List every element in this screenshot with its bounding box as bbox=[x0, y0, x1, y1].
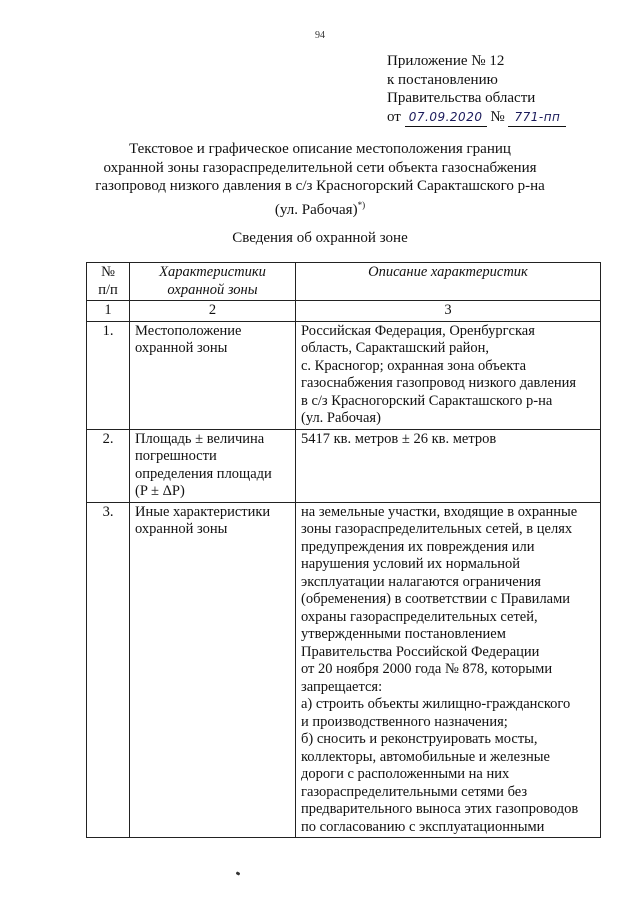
header-description: Описание характеристик bbox=[296, 263, 601, 301]
row-number: 1. bbox=[87, 321, 130, 429]
title-street: (ул. Рабочая) bbox=[274, 201, 358, 218]
header-num: № п/п bbox=[87, 263, 130, 301]
title-line-3: газопровод низкого давления в с/з Красногорский Саракташского р-на bbox=[95, 178, 545, 194]
row-characteristic: Иные характеристики охранной зоны bbox=[130, 502, 296, 838]
number-label: № bbox=[490, 108, 505, 125]
row-number: 3. bbox=[87, 502, 130, 838]
row-description: на земельные участки, входящие в охранные зоны газораспределительных сетей, в целях предупреждения их повреждения или нарушения условий их нормальной эксплуатации налагаются ограничения (обременения) в соответствии с Правилами охраны газораспределительных сетей, утвержденными постановлением Правительства Российской Федерации от 20 ноября 2000 года № 878, которыми запрещается: а) строить объекты жилищно-гражданского и производственного назначения; б) сносить и реконструировать мосты, коллекторы, автомобильные и железные дороги с расположенными на них газораспределительными сетями без предварительного выноса этих газопроводов по согласованию с эксплуатационными bbox=[296, 502, 601, 838]
appendix-block bbox=[387, 52, 566, 127]
col-number-1: 1 bbox=[87, 301, 130, 322]
title-line-1: Текстовое и графическое описание местоположения границ bbox=[129, 141, 511, 157]
row-number: 2. bbox=[87, 429, 130, 502]
table-row bbox=[87, 502, 601, 838]
title-line-4 bbox=[0, 196, 640, 220]
row-description: Российская Федерация, Оренбургская область, Саракташский район, с. Красногор; охранная зона объекта газоснабжения газопровод низкого давления в с/з Красногорский Саракташского р-на (ул. Рабочая) bbox=[296, 321, 601, 429]
table-row bbox=[87, 321, 601, 429]
page-number: 94 bbox=[315, 30, 325, 41]
handwritten-number: 771-пп bbox=[508, 108, 566, 128]
zone-info-table bbox=[86, 262, 601, 838]
scan-mark bbox=[236, 871, 241, 876]
document-title bbox=[0, 140, 640, 219]
row-characteristic: Площадь ± величина погрешности определения площади (P ± ΔP) bbox=[130, 429, 296, 502]
table-row bbox=[87, 429, 601, 502]
appendix-resolution: к постановлению bbox=[387, 71, 498, 88]
appendix-date-line bbox=[387, 108, 566, 128]
footnote-mark: *) bbox=[357, 199, 366, 210]
row-characteristic: Местоположение охранной зоны bbox=[130, 321, 296, 429]
table-column-numbers-row bbox=[87, 301, 601, 322]
header-characteristic: Характеристики охранной зоны bbox=[130, 263, 296, 301]
col-number-2: 2 bbox=[130, 301, 296, 322]
title-line-2: охранной зоны газораспределительной сети объекта газоснабжения bbox=[103, 159, 537, 176]
from-label: от bbox=[387, 108, 401, 125]
table-header-row bbox=[87, 263, 601, 301]
handwritten-date: 07.09.2020 bbox=[405, 108, 487, 128]
col-number-3: 3 bbox=[296, 301, 601, 322]
section-title: Сведения об охранной зоне bbox=[232, 230, 408, 246]
row-description: 5417 кв. метров ± 26 кв. метров bbox=[296, 429, 601, 502]
appendix-title: Приложение № 12 bbox=[387, 53, 505, 69]
appendix-government: Правительства области bbox=[387, 90, 536, 106]
